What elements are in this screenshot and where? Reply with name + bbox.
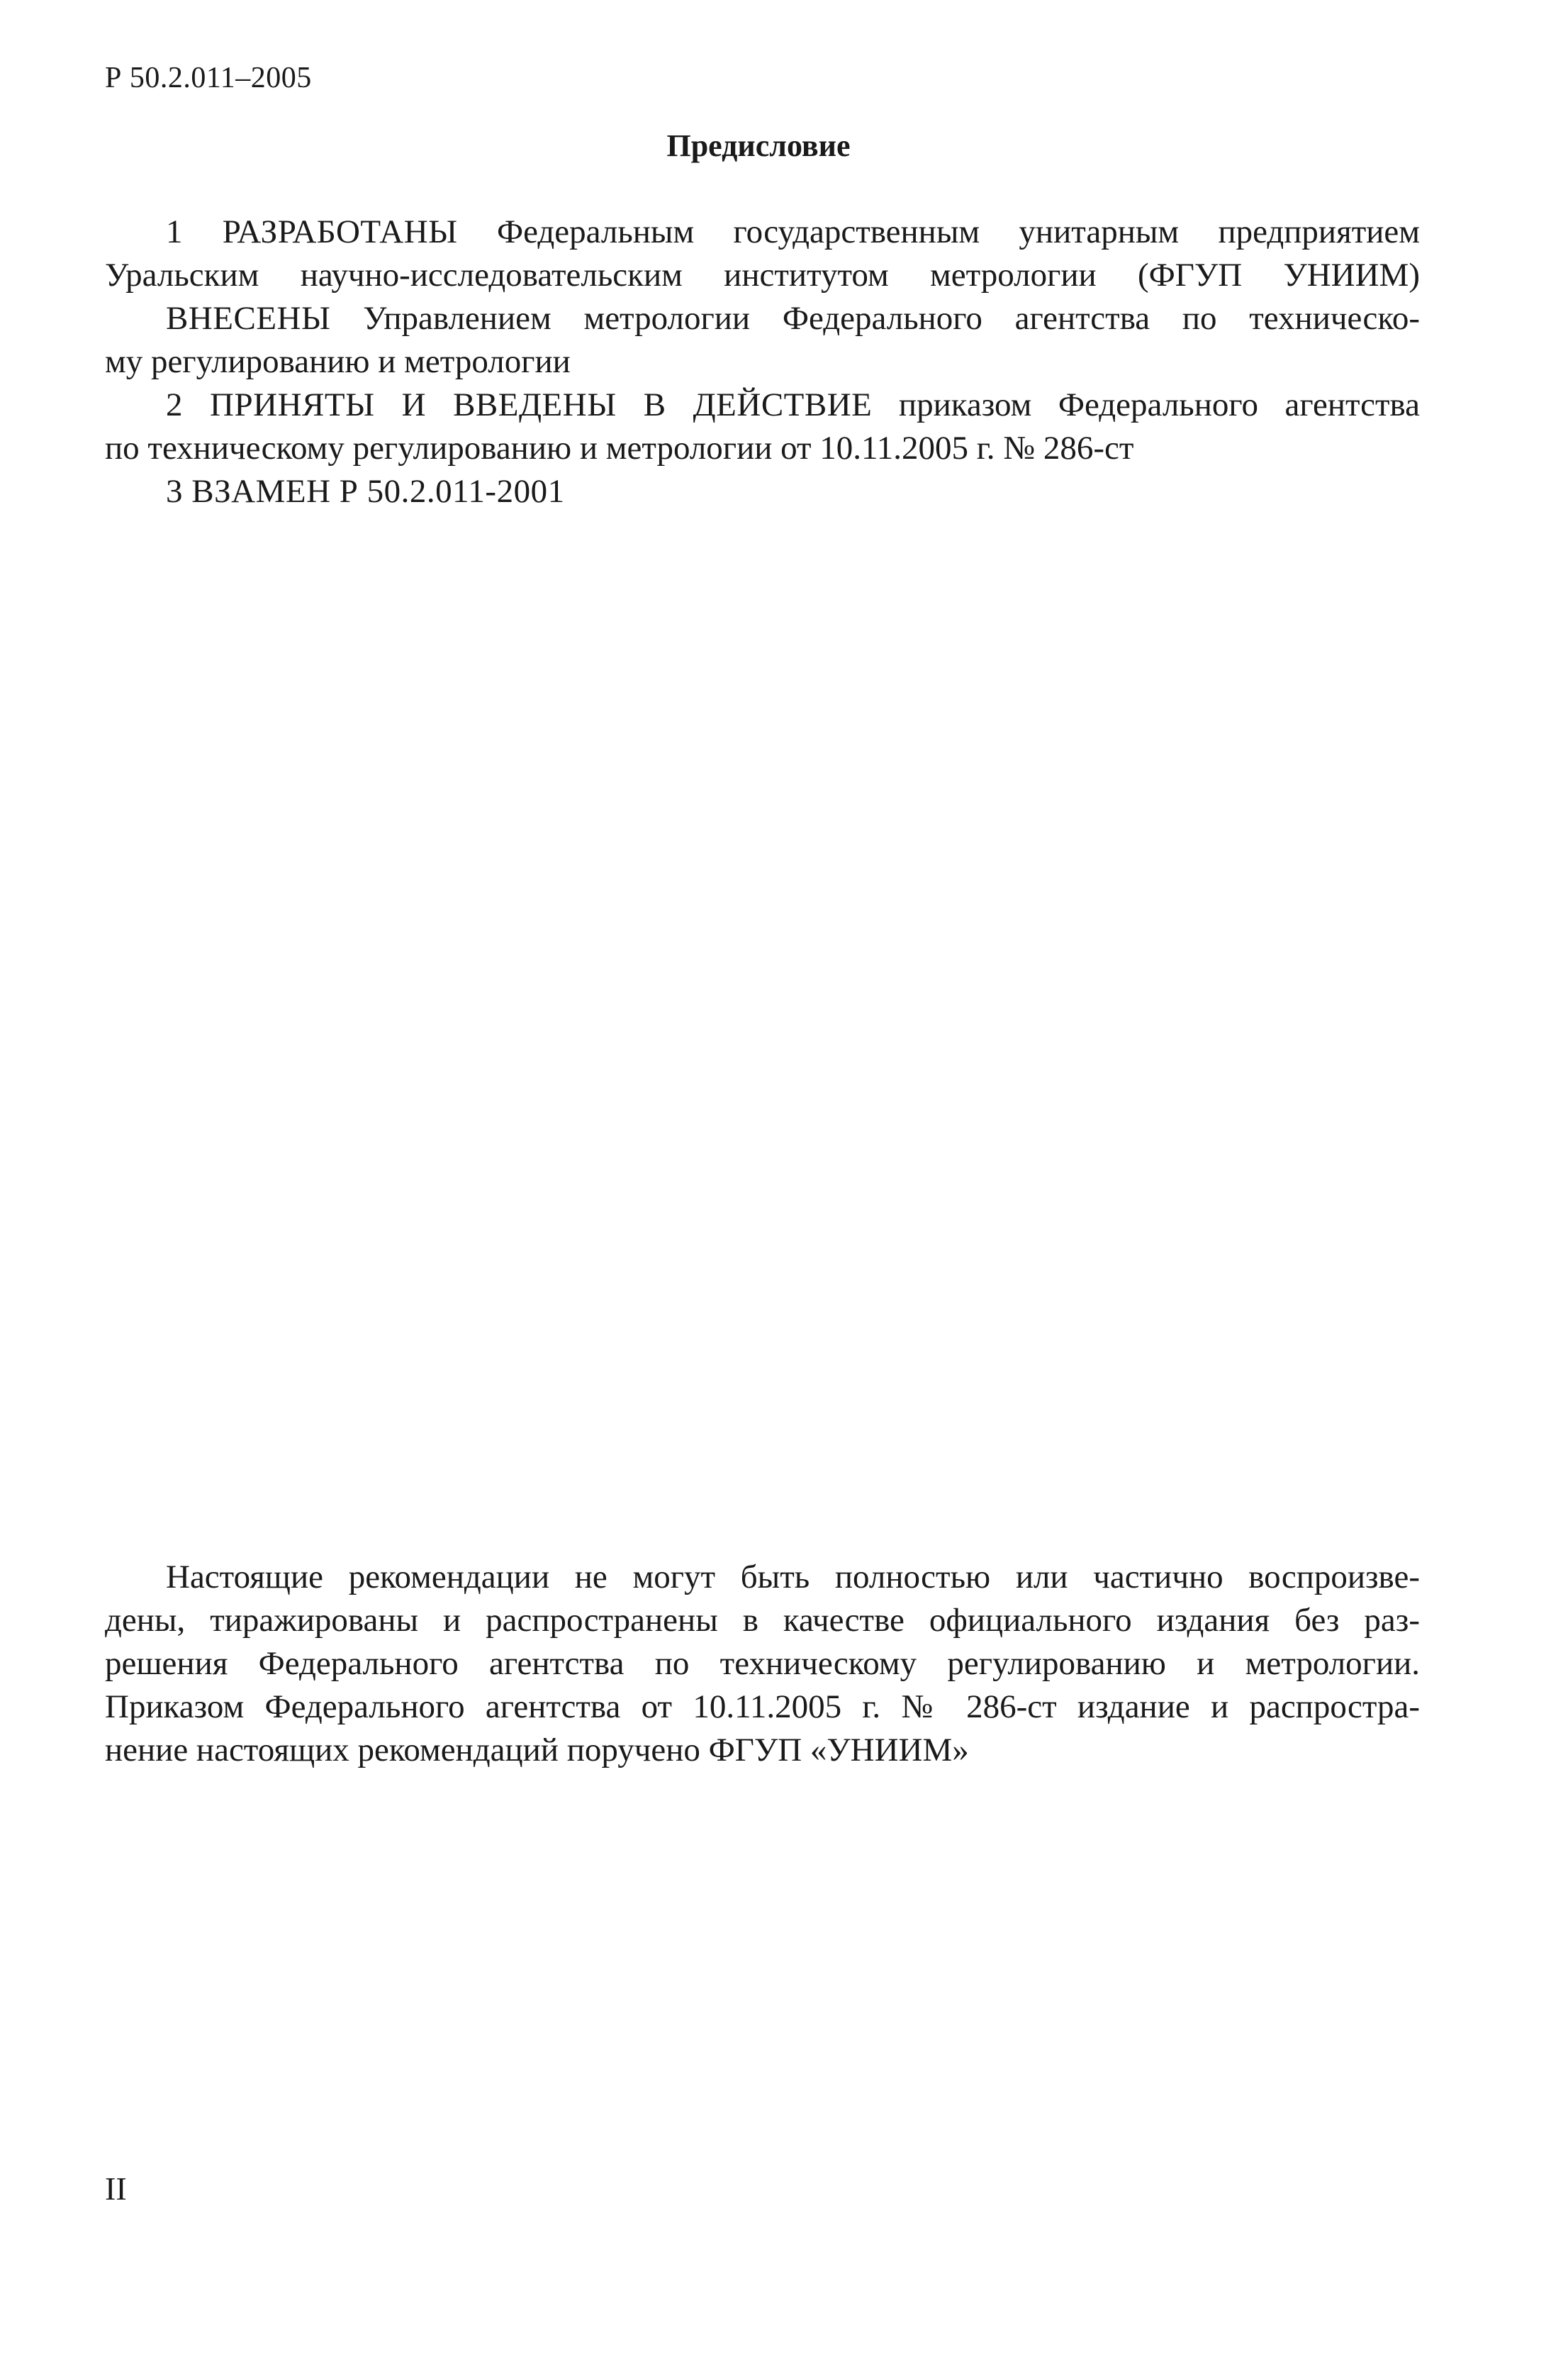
item-heading: 1 РАЗРАБОТАНЫ: [166, 213, 458, 250]
item-text: му регулированию и метрологии: [105, 343, 571, 380]
foreword-line: [105, 211, 1420, 254]
foreword-line: [105, 470, 1420, 513]
foreword-line: [105, 297, 1420, 340]
document-designation: Р 50.2.011–2005: [105, 62, 312, 94]
item-text: Уральским научно-исследовательским институтом метрологии (ФГУП УНИИМ): [105, 257, 1420, 294]
item-text: Управлением метрологии Федерального агентства по техническо-: [330, 300, 1420, 337]
notice-line: Приказом Федерального агентства от 10.11.2005 г. № 286-ст издание и распростра-: [105, 1688, 1420, 1725]
foreword-text: [105, 211, 1420, 513]
item-heading: 2 ПРИНЯТЫ И ВВЕДЕНЫ В ДЕЙСТВИЕ: [166, 386, 873, 423]
foreword-line: [105, 384, 1420, 427]
notice-line: решения Федерального агентства по техническому регулированию и метрологии.: [105, 1645, 1420, 1682]
notice-line: Настоящие рекомендации не могут быть полностью или частично воспроизве-: [166, 1559, 1420, 1595]
item-text: Федеральным государственным унитарным предприятием: [457, 213, 1420, 250]
page-number: II: [105, 2171, 127, 2207]
item-heading: ВНЕСЕНЫ: [166, 300, 331, 337]
notice-line: нение настоящих рекомендаций поручено ФГУП «УНИИМ»: [105, 1732, 969, 1768]
copyright-notice: [105, 1556, 1420, 1772]
foreword-line: [105, 254, 1420, 297]
item-heading: 3 ВЗАМЕН Р 50.2.011-2001: [166, 473, 565, 510]
item-text: по техническому регулированию и метрологии от 10.11.2005 г. № 286-ст: [105, 430, 1134, 467]
foreword-title: Предисловие: [666, 128, 851, 163]
notice-line: дены, тиражированы и распространены в качестве официального издания без раз-: [105, 1602, 1420, 1639]
item-text: приказом Федерального агентства: [872, 386, 1420, 423]
foreword-line: [105, 340, 1420, 384]
foreword-line: [105, 427, 1420, 470]
